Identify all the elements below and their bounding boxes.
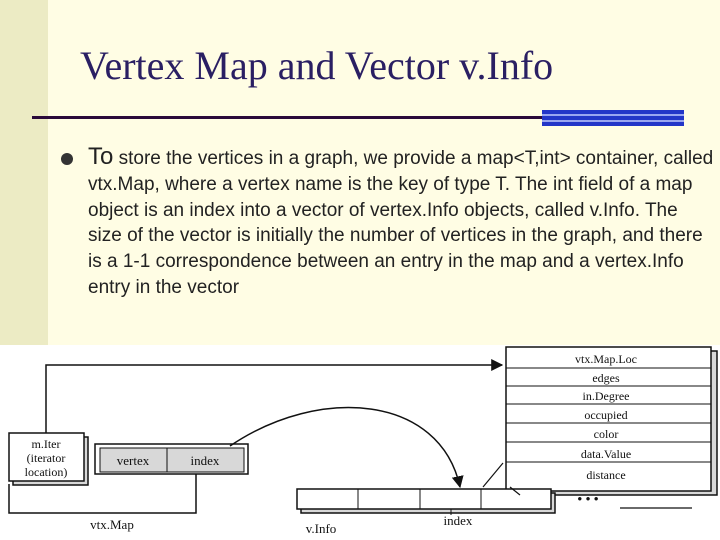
- iterator-label-line3: location): [24, 465, 68, 479]
- field-datavalue: data.Value: [580, 447, 632, 461]
- slide-title: Vertex Map and Vector v.Info: [80, 43, 554, 88]
- field-distance: distance: [586, 468, 626, 482]
- bullet-icon: [61, 153, 73, 165]
- iterator-label: m.Iter: [31, 437, 61, 451]
- field-color: color: [593, 427, 619, 441]
- field-indegree: in.Degree: [582, 389, 630, 403]
- vertex-map-diagram: [0, 345, 720, 540]
- vector-to-record-line-1: [483, 463, 503, 487]
- left-decorative-band: [0, 0, 48, 345]
- map-field-vertex: vertex: [116, 453, 150, 468]
- map-entry: [95, 444, 248, 474]
- vertex-info-record: [506, 347, 717, 495]
- field-edges: edges: [592, 371, 620, 385]
- field-occupied: occupied: [584, 408, 628, 422]
- bullet-paragraph: [88, 144, 716, 301]
- vector-index-label: index: [443, 513, 473, 528]
- diagram-canvas: [0, 345, 720, 540]
- vector-label: v.Info: [305, 521, 337, 536]
- field-vtxmaploc: vtx.Map.Loc: [575, 352, 637, 366]
- bullet-lead-word: To: [88, 143, 114, 170]
- map-label: vtx.Map: [90, 517, 134, 532]
- title-underline-accent: [542, 110, 684, 126]
- arrow-index-to-vector: [230, 408, 460, 487]
- iterator-label-line2: (iterator: [26, 451, 66, 465]
- map-field-index: index: [190, 453, 220, 468]
- iterator-box: [9, 433, 88, 485]
- bullet-body-text: store the vertices in a graph, we provide a map<T,int> container, called vtx.Map, where a vertex name is the key of type T. The int field of a map object is an index into a vector of vertex.Info objects, called v.Info. The size of the vector is initially the number of vertices in the graph, and there is a 1-1 correspondence between an entry in the map and a vertex.Info entry in the vector: [88, 148, 714, 298]
- title-underline: [32, 116, 542, 119]
- vector-ellipsis: • • •: [577, 491, 599, 506]
